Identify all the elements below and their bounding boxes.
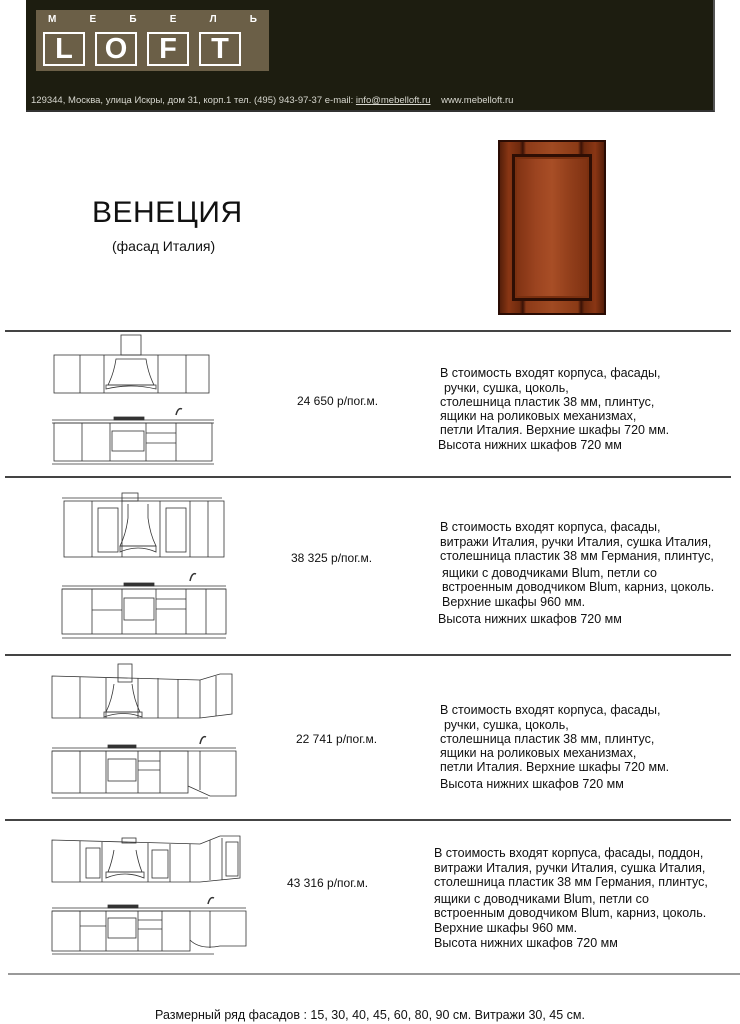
description-line: встроенным доводчиком Blum, карниз, цоколь.: [442, 580, 715, 595]
description: [440, 703, 669, 792]
facade-door-image: [498, 140, 606, 315]
description-line: ручки, сушка, цоколь,: [444, 717, 569, 732]
description-line: встроенным доводчиком Blum, карниз, цоколь.: [434, 906, 707, 921]
spacer: [431, 95, 442, 106]
email-link[interactable]: info@mebelloft.ru: [355, 95, 431, 106]
divider: [5, 476, 731, 478]
description-line: В стоимость входят корпуса, фасады, поддон,: [434, 846, 704, 860]
description-line: петли Италия. Верхние шкафы 720 мм.: [440, 760, 670, 775]
logo-letter-box: L: [43, 32, 85, 66]
description-line: столешница пластик 38 мм, плинтус,: [440, 395, 655, 410]
divider: [5, 654, 731, 656]
description: [440, 520, 714, 626]
description-line: столешница пластик 38 мм Германия, плинтус,: [440, 549, 714, 564]
logo-letter: Е: [169, 14, 177, 25]
price: 22 741 р/пог.м.: [296, 732, 378, 746]
description-line: Высота нижних шкафов 720 мм: [440, 776, 624, 791]
logo-letter: Л: [209, 14, 217, 25]
description-line: Верхние шкафы 960 мм.: [434, 920, 578, 935]
description-line: ящики с доводчиками Blum, петли со: [442, 565, 657, 580]
description-line: ящики на роликовых механизмах,: [440, 408, 637, 423]
description-line: ручки, сушка, цоколь,: [444, 380, 569, 395]
logo-letter: Б: [129, 14, 137, 25]
description-line: Высота нижних шкафов 720 мм: [438, 437, 622, 452]
description: [440, 366, 669, 453]
description-line: В стоимость входят корпуса, фасады,: [440, 366, 661, 380]
logo-letter-box: O: [95, 32, 137, 66]
logo-letter-box: T: [199, 32, 241, 66]
description-line: Высота нижних шкафов 720 мм: [438, 611, 622, 626]
logo-letter: Ь: [249, 14, 257, 25]
price: 43 316 р/пог.м.: [287, 876, 369, 890]
divider: [5, 330, 731, 332]
description-line: В стоимость входят корпуса, фасады,: [440, 703, 661, 717]
product-title: ВЕНЕЦИЯ: [92, 196, 243, 229]
kitchen-straight-drawing: [48, 333, 218, 468]
address-phone: 129344, Москва, улица Искры, дом 31, корп.1 тел. (495) 943-97-37 e-mail:: [31, 95, 356, 106]
description-line: столешница пластик 38 мм Германия, плинтус,: [434, 875, 708, 890]
description-line: ящики на роликовых механизмах,: [440, 745, 637, 760]
description: [434, 846, 708, 950]
kitchen-corner-glass-drawing: [50, 828, 250, 958]
door-panel: [512, 154, 592, 301]
description-line: столешница пластик 38 мм, плинтус,: [440, 732, 655, 747]
description-line: В стоимость входят корпуса, фасады,: [440, 520, 661, 534]
header-banner: [26, 0, 715, 112]
price: 38 325 р/пог.м.: [291, 551, 373, 565]
divider: [5, 819, 731, 821]
description-line: Высота нижних шкафов 720 мм: [434, 935, 618, 950]
product-subtitle: (фасад Италия): [112, 238, 216, 254]
description-line: Верхние шкафы 960 мм.: [442, 594, 586, 609]
divider: [8, 973, 740, 975]
description-line: витражи Италия, ручки Италия, сушка Италия,: [434, 860, 706, 875]
website-link[interactable]: www.mebelloft.ru: [441, 95, 514, 106]
facade-size-note: Размерный ряд фасадов : 15, 30, 40, 45, 60, 80, 90 см. Витражи 30, 45 см.: [155, 1008, 585, 1022]
description-line: петли Италия. Верхние шкафы 720 мм.: [440, 423, 670, 438]
logo: [36, 10, 269, 71]
logo-wordmark: [43, 32, 241, 66]
logo-letter: Е: [89, 14, 97, 25]
kitchen-glass-drawing: [50, 486, 230, 641]
description-line: витражи Италия, ручки Италия, сушка Италия,: [440, 534, 712, 549]
logo-letter-box: F: [147, 32, 189, 66]
description-line: ящики с доводчиками Blum, петли со: [434, 891, 649, 906]
logo-subtitle: [36, 14, 269, 25]
logo-letter: М: [48, 14, 57, 25]
price: 24 650 р/пог.м.: [297, 394, 379, 408]
contact-line: [31, 95, 513, 106]
kitchen-corner-drawing: [48, 662, 238, 802]
